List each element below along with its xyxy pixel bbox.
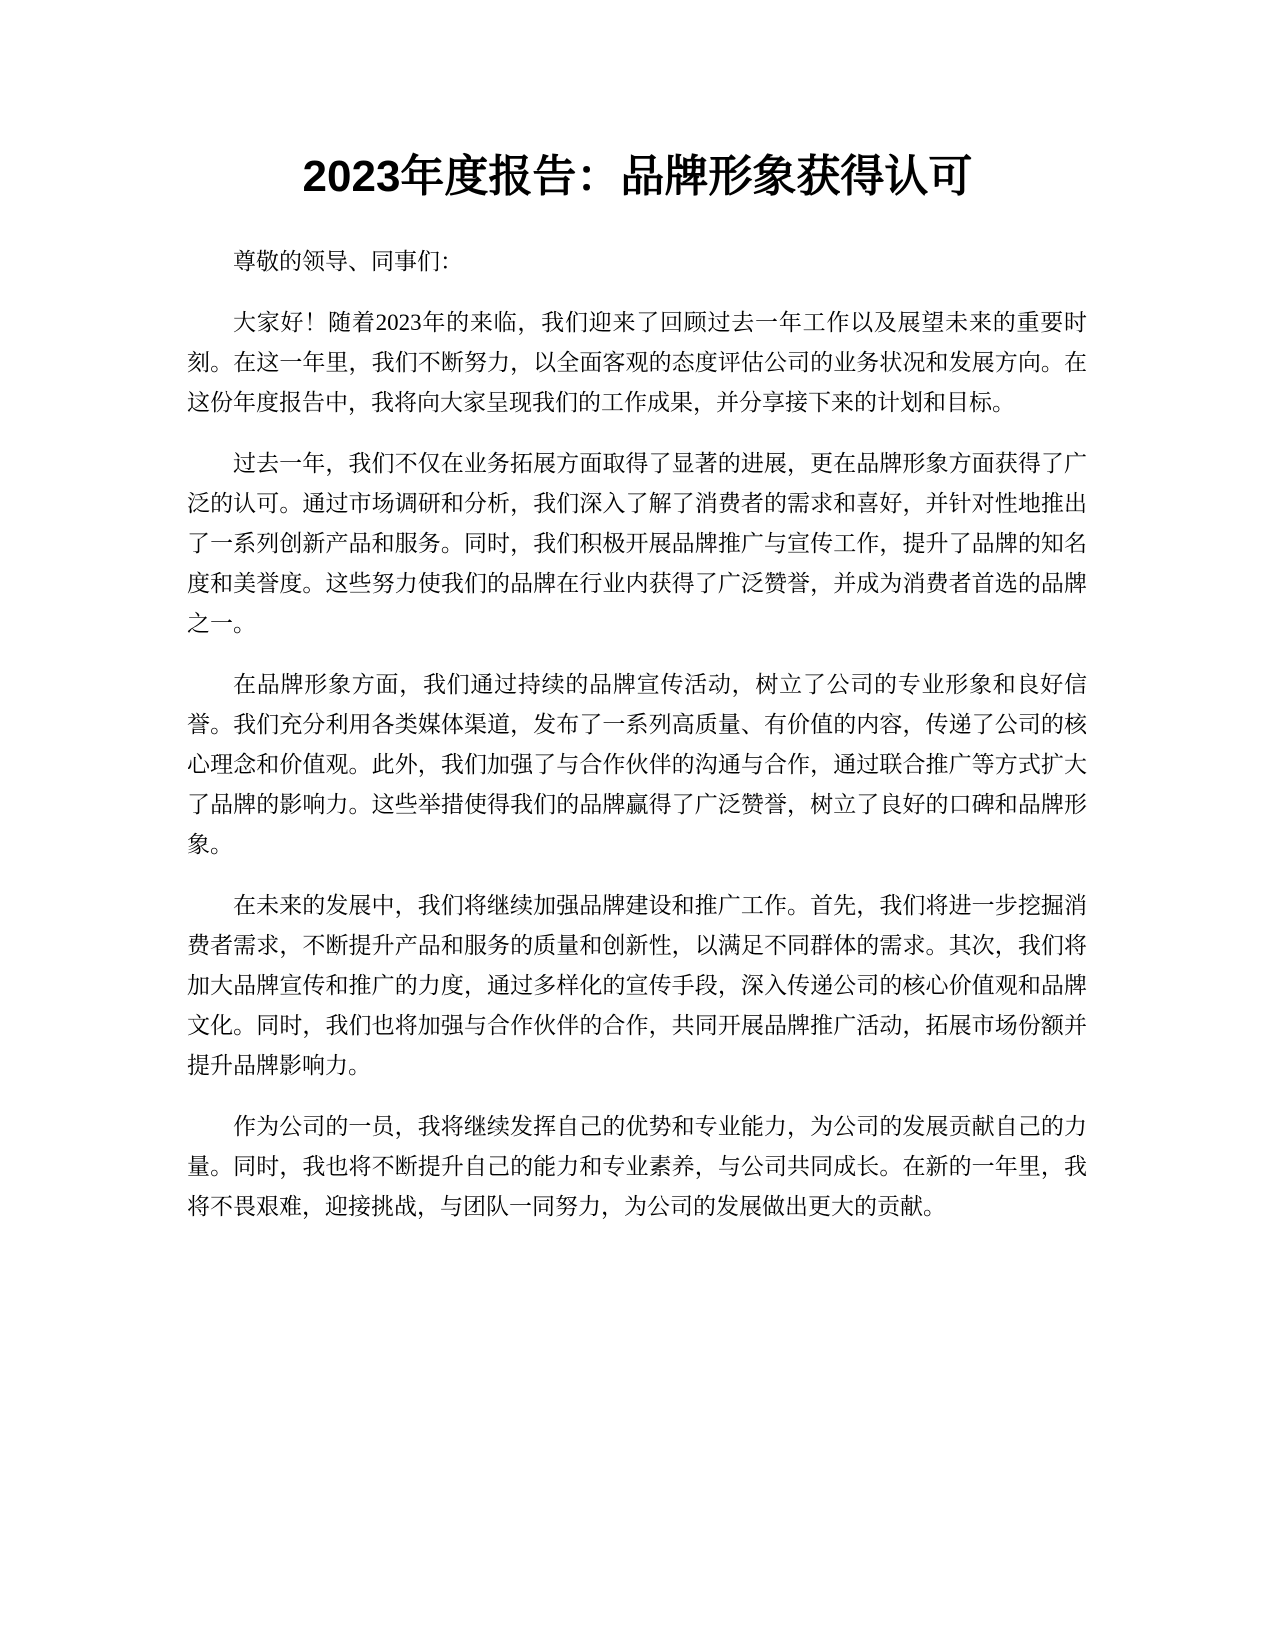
paragraph-intro: 大家好！随着2023年的来临，我们迎来了回顾过去一年工作以及展望未来的重要时刻。在这一年里，我们不断努力，以全面客观的态度评估公司的业务状况和发展方向。在这份年度报告中，我将向大家呈现我们的工作成果，并分享接下来的计划和目标。: [187, 310, 1087, 415]
document-title: 2023年度报告：品牌形象获得认可: [302, 152, 973, 201]
paragraph-personal-commitment: 作为公司的一员，我将继续发挥自己的优势和专业能力，为公司的发展贡献自己的力量。同时，我也将不断提升自己的能力和专业素养，与公司共同成长。在新的一年里，我将不畏艰难，迎接挑战，与团队一同努力，为公司的发展做出更大的贡献。: [187, 1114, 1087, 1219]
paragraph-brand-image: 在品牌形象方面，我们通过持续的品牌宣传活动，树立了公司的专业形象和良好信誉。我们充分利用各类媒体渠道，发布了一系列高质量、有价值的内容，传递了公司的核心理念和价值观。此外，我们加强了与合作伙伴的沟通与合作，通过联合推广等方式扩大了品牌的影响力。这些举措使得我们的品牌赢得了广泛赞誉，树立了良好的口碑和品牌形象。: [187, 672, 1087, 857]
document-body: [187, 242, 1087, 1248]
paragraph-future-plans: 在未来的发展中，我们将继续加强品牌建设和推广工作。首先，我们将进一步挖掘消费者需求，不断提升产品和服务的质量和创新性，以满足不同群体的需求。其次，我们将加大品牌宣传和推广的力度，通过多样化的宣传手段，深入传递公司的核心价值观和品牌文化。同时，我们也将加强与合作伙伴的合作，共同开展品牌推广活动，拓展市场份额并提升品牌影响力。: [187, 893, 1087, 1078]
paragraph-past-year: 过去一年，我们不仅在业务拓展方面取得了显著的进展，更在品牌形象方面获得了广泛的认可。通过市场调研和分析，我们深入了解了消费者的需求和喜好，并针对性地推出了一系列创新产品和服务。同时，我们积极开展品牌推广与宣传工作，提升了品牌的知名度和美誉度。这些努力使我们的品牌在行业内获得了广泛赞誉，并成为消费者首选的品牌之一。: [187, 451, 1087, 636]
salutation: 尊敬的领导、同事们：: [233, 249, 463, 274]
